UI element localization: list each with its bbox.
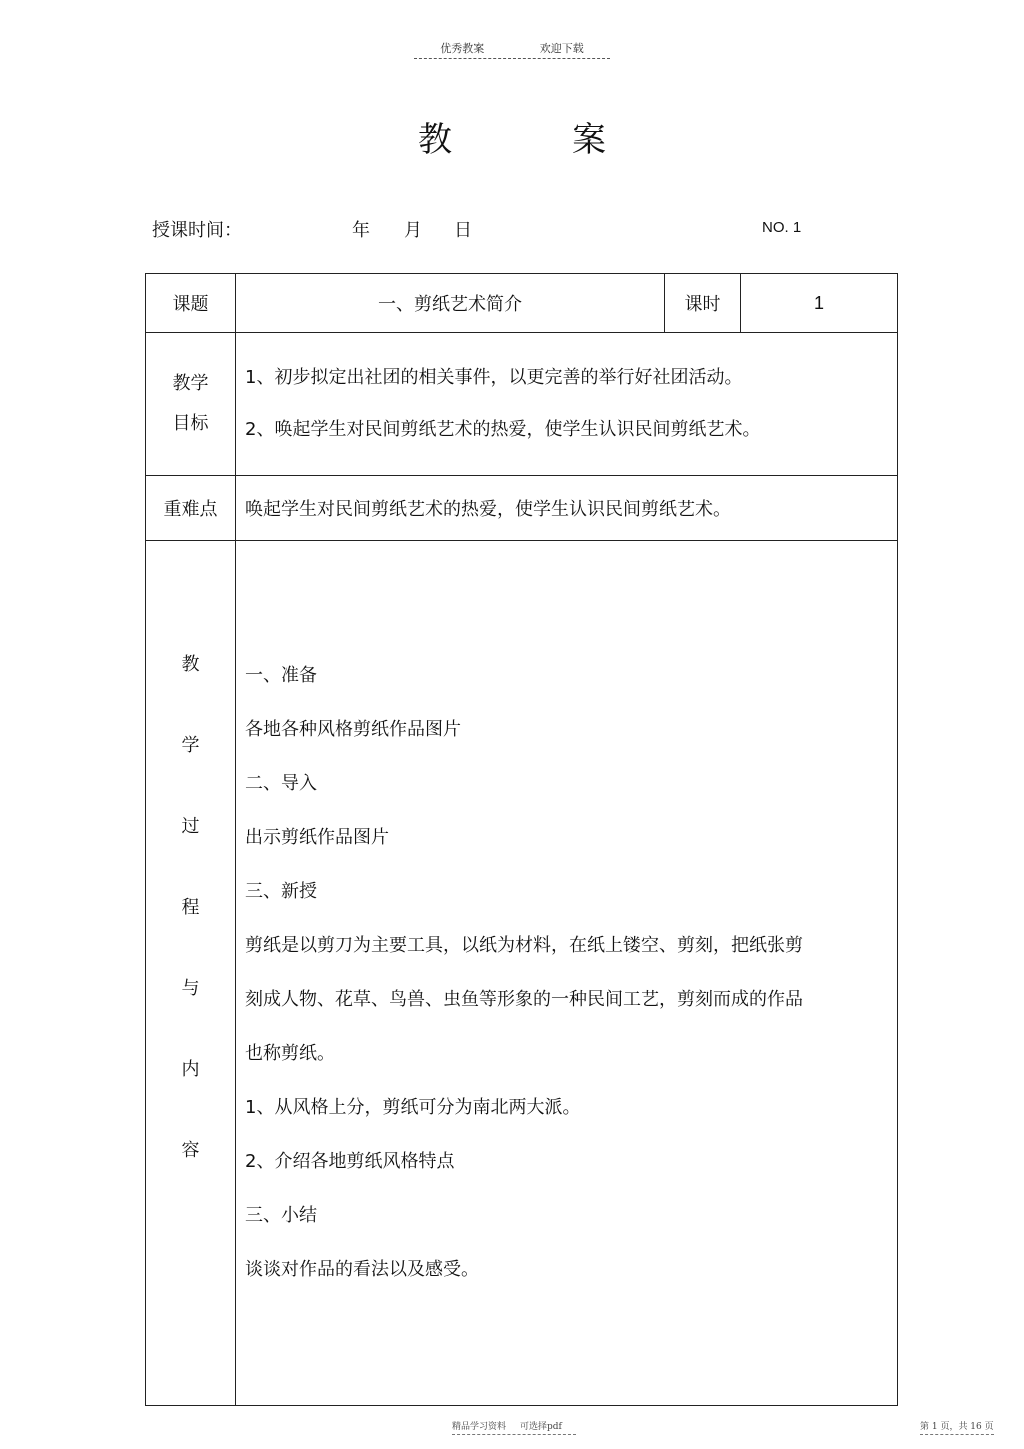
process-line: 三、新授 — [245, 881, 317, 902]
topic-row — [146, 274, 898, 333]
process-line: 2、介绍各地剪纸风格特点 — [245, 1151, 455, 1172]
process-line: 1、从风格上分，剪纸可分为南北两大派。 — [245, 1097, 581, 1118]
process-label-char: 程 — [181, 897, 200, 918]
page-header-line — [414, 40, 610, 59]
lesson-plan-table — [145, 273, 898, 1406]
header-right-text: 欢迎下载 — [539, 42, 584, 55]
goal-item: 2、唤起学生对民间剪纸艺术的热爱，使学生认识民间剪纸艺术。 — [245, 419, 761, 440]
key-points-label: 重难点 — [146, 476, 236, 541]
lesson-meta — [152, 216, 812, 244]
process-label-char: 内 — [181, 1059, 200, 1080]
process-label-char: 容 — [181, 1140, 200, 1161]
goals-label-line-2: 目标 — [172, 413, 209, 434]
topic-value: 一、剪纸艺术简介 — [236, 274, 665, 333]
process-row — [146, 541, 898, 1406]
page-number: 第 1 页，共 16 页 — [920, 1419, 994, 1435]
footer-center — [452, 1419, 576, 1435]
process-line: 也称剪纸。 — [245, 1043, 335, 1064]
process-line: 出示剪纸作品图片 — [245, 827, 389, 848]
lesson-time-label: 授课时间： — [152, 220, 242, 241]
footer-center-right: 可选择pdf — [520, 1422, 562, 1432]
title-char-2: 案 — [572, 120, 606, 160]
goals-content — [236, 333, 898, 476]
process-label-char: 过 — [181, 816, 200, 837]
process-label — [146, 541, 236, 1406]
page-header — [0, 40, 1024, 59]
goals-label-line-1: 教学 — [172, 373, 209, 394]
day-label: 日 — [454, 220, 472, 241]
footer-center-left: 精品学习资料 — [452, 1422, 507, 1432]
process-line: 一、准备 — [245, 665, 317, 686]
lesson-number: NO. 1 — [762, 219, 802, 236]
process-label-char: 学 — [181, 735, 200, 756]
document-title — [0, 112, 1024, 161]
key-points-row — [146, 476, 898, 541]
topic-label: 课题 — [146, 274, 236, 333]
goals-label — [146, 333, 236, 476]
process-line: 谈谈对作品的看法以及感受。 — [245, 1259, 479, 1280]
month-label: 月 — [404, 220, 422, 241]
process-line: 刻成人物、花草、鸟兽、虫鱼等形象的一种民间工艺，剪刻而成的作品 — [245, 989, 803, 1010]
process-label-char: 教 — [181, 654, 200, 675]
header-left-text: 优秀教案 — [440, 42, 485, 55]
process-label-char: 与 — [181, 978, 200, 999]
year-label: 年 — [352, 220, 370, 241]
title-char-1: 教 — [418, 120, 452, 160]
goals-row — [146, 333, 898, 476]
hours-value: 1 — [741, 274, 898, 333]
key-points-content: 唤起学生对民间剪纸艺术的热爱，使学生认识民间剪纸艺术。 — [236, 476, 898, 541]
goal-item: 1、初步拟定出社团的相关事件，以更完善的举行好社团活动。 — [245, 367, 743, 388]
process-line: 二、导入 — [245, 773, 317, 794]
process-line: 各地各种风格剪纸作品图片 — [245, 719, 461, 740]
process-line: 三、小结 — [245, 1205, 317, 1226]
hours-label: 课时 — [665, 274, 741, 333]
process-content — [236, 541, 898, 1406]
process-line: 剪纸是以剪刀为主要工具，以纸为材料，在纸上镂空、剪刻，把纸张剪 — [245, 935, 803, 956]
